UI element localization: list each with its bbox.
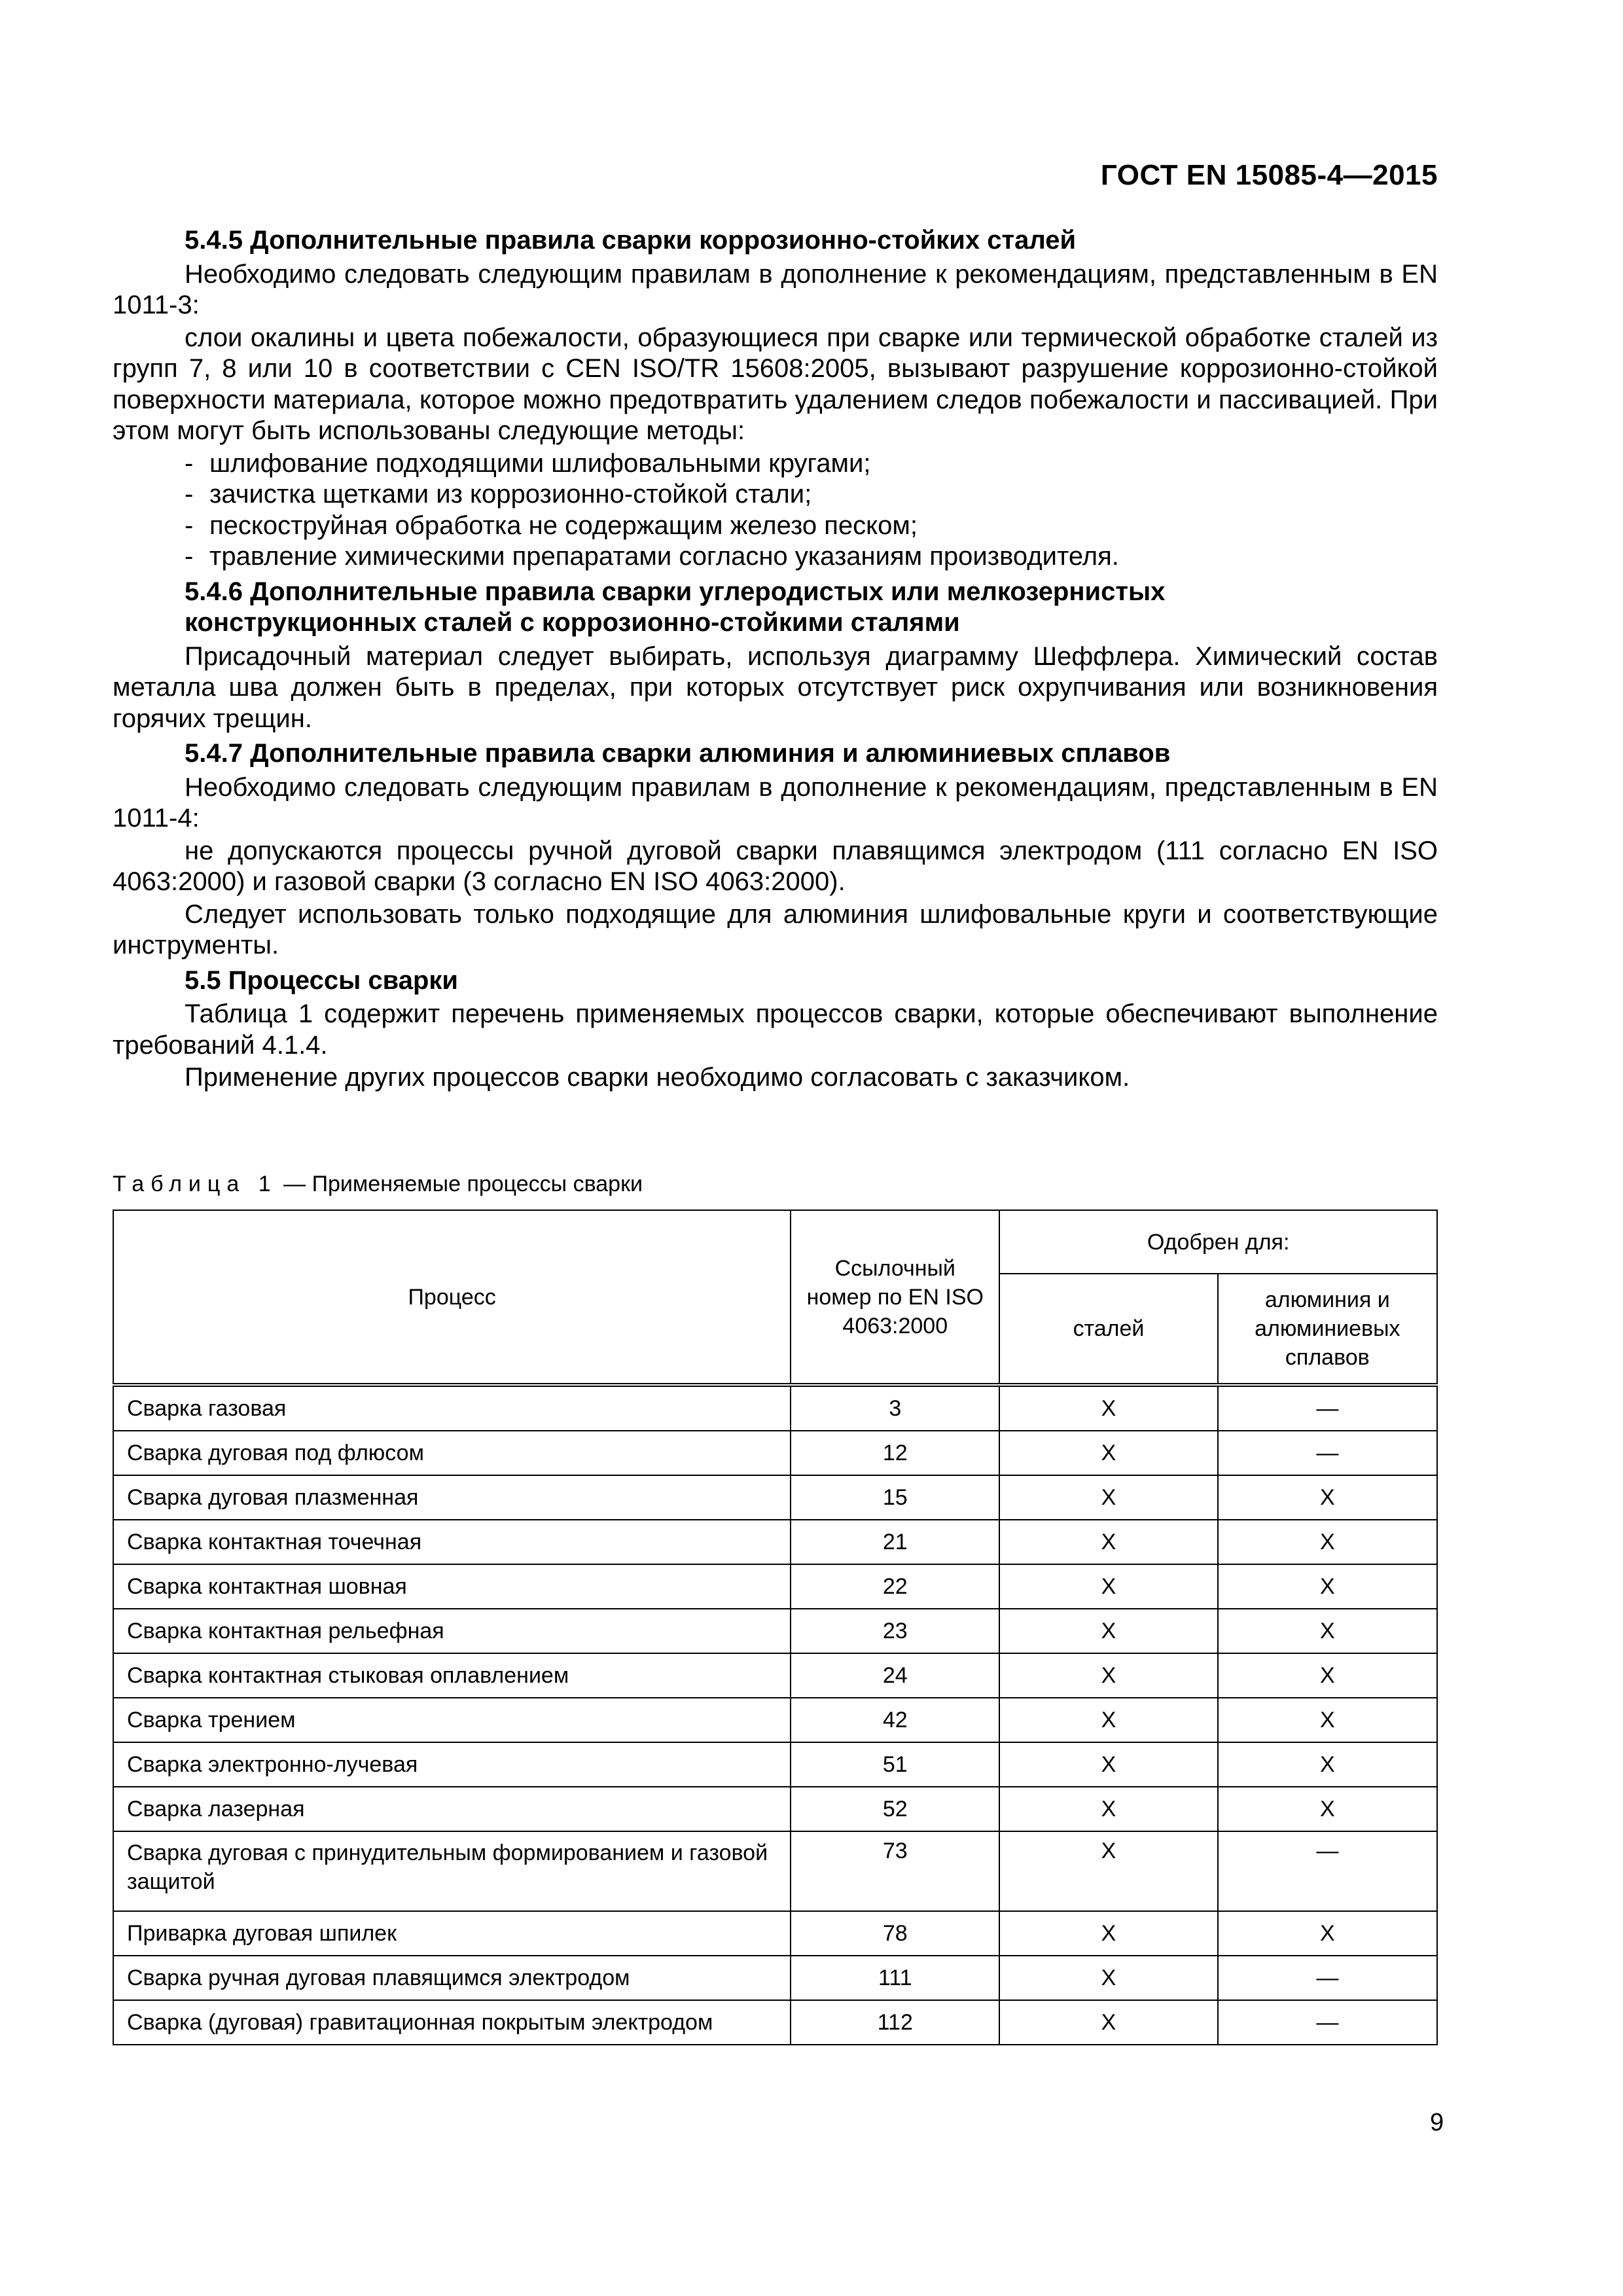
cell-process: Сварка дуговая под флюсом bbox=[113, 1431, 791, 1475]
section-5-4-7-paragraph-3: Следует использовать только подходящие для алюминия шлифовальные круги и соответствующие инструменты. bbox=[113, 899, 1438, 960]
list-item: - шлифование подходящими шлифовальными кругами; bbox=[113, 448, 1438, 480]
cell-aluminium: X bbox=[1218, 1564, 1437, 1609]
table-row bbox=[113, 1653, 1437, 1698]
dash-bullet-icon: - bbox=[185, 542, 194, 571]
cell-steel: X bbox=[999, 1956, 1217, 2000]
section-5-4-5-paragraph-1: Необходимо следовать следующим правилам в дополнение к рекомендациям, представленным в EN 1011-3: bbox=[113, 259, 1438, 319]
cell-process: Сварка газовая bbox=[113, 1385, 791, 1431]
table-row bbox=[113, 1475, 1437, 1520]
cell-reference-number: 73 bbox=[791, 1831, 999, 1911]
cell-reference-number: 21 bbox=[791, 1520, 999, 1564]
cell-reference-number: 78 bbox=[791, 1911, 999, 1956]
dash-bullet-icon: - bbox=[185, 448, 194, 478]
cell-process: Сварка контактная рельефная bbox=[113, 1609, 791, 1653]
header-reference-number: Ссылочный номер по EN ISO 4063:2000 bbox=[791, 1210, 999, 1385]
dash-bullet-icon: - bbox=[185, 480, 194, 509]
cell-steel: X bbox=[999, 1911, 1217, 1956]
table-row bbox=[113, 1431, 1437, 1475]
cell-aluminium: X bbox=[1218, 1653, 1437, 1698]
section-5-4-6-title: 5.4.6 Дополнительные правила сварки углеродистых или мелкозернистых конструкционных сталей с коррозионно-стойкими сталями bbox=[185, 577, 1166, 637]
cell-steel: X bbox=[999, 1475, 1217, 1520]
table-row bbox=[113, 1956, 1437, 2000]
table-row bbox=[113, 1787, 1437, 1831]
cell-reference-number: 22 bbox=[791, 1564, 999, 1609]
cell-steel: X bbox=[999, 2000, 1217, 2045]
cell-reference-number: 24 bbox=[791, 1653, 999, 1698]
cell-process: Сварка контактная шовная bbox=[113, 1564, 791, 1609]
table-caption bbox=[113, 1172, 643, 1197]
table-row bbox=[113, 1698, 1437, 1742]
section-5-5-paragraph-2: Применение других процессов сварки необходимо согласовать с заказчиком. bbox=[185, 1063, 1130, 1092]
cell-aluminium: — bbox=[1218, 2000, 1437, 2045]
cell-steel: X bbox=[999, 1787, 1217, 1831]
cell-steel: X bbox=[999, 1431, 1217, 1475]
cell-steel: X bbox=[999, 1609, 1217, 1653]
cell-aluminium: — bbox=[1218, 1385, 1437, 1431]
cell-steel: X bbox=[999, 1520, 1217, 1564]
cell-reference-number: 51 bbox=[791, 1742, 999, 1787]
cell-process: Сварка (дуговая) гравитационная покрытым электродом bbox=[113, 2000, 791, 2045]
cell-aluminium: X bbox=[1218, 1520, 1437, 1564]
table-row bbox=[113, 1520, 1437, 1564]
cell-aluminium: X bbox=[1218, 1698, 1437, 1742]
cell-aluminium: X bbox=[1218, 1787, 1437, 1831]
cell-steel: X bbox=[999, 1698, 1217, 1742]
cell-process: Сварка ручная дуговая плавящимся электродом bbox=[113, 1956, 791, 2000]
cell-reference-number: 52 bbox=[791, 1787, 999, 1831]
list-item: - травление химическими препаратами согласно указаниям производителя. bbox=[113, 541, 1438, 573]
cell-steel: X bbox=[999, 1653, 1217, 1698]
cell-process: Сварка электронно-лучевая bbox=[113, 1742, 791, 1787]
cell-steel: X bbox=[999, 1831, 1217, 1911]
cell-reference-number: 42 bbox=[791, 1698, 999, 1742]
cell-aluminium: — bbox=[1218, 1956, 1437, 2000]
section-5-4-7-paragraph-1: Необходимо следовать следующим правилам в дополнение к рекомендациям, представленным в EN 1011-4: bbox=[113, 772, 1438, 833]
table-row bbox=[113, 1742, 1437, 1787]
section-5-4-5-paragraph-2: слои окалины и цвета побежалости, образующиеся при сварке или термической обработке сталей из групп 7, 8 или 10 в соответствии с CEN ISO/TR 15608:2005, вызывают разрушение коррозионно-стойкой поверхности материала, которое можно предотвратить удалением следов побежалости и пассивацией. При этом могут быть использованы следующие методы: bbox=[113, 323, 1438, 445]
welding-processes-table bbox=[113, 1210, 1438, 2045]
dash-bullet-icon: - bbox=[185, 511, 194, 540]
section-5-5-title: 5.5 Процессы сварки bbox=[185, 965, 459, 995]
header-steel: сталей bbox=[999, 1274, 1217, 1385]
table-body bbox=[113, 1385, 1437, 2045]
cell-aluminium: — bbox=[1218, 1831, 1437, 1911]
cell-reference-number: 12 bbox=[791, 1431, 999, 1475]
cell-process: Сварка лазерная bbox=[113, 1787, 791, 1831]
cell-aluminium: — bbox=[1218, 1431, 1437, 1475]
table-row bbox=[113, 1911, 1437, 1956]
page-number: 9 bbox=[1430, 2109, 1444, 2136]
cell-reference-number: 111 bbox=[791, 1956, 999, 2000]
cell-process: Сварка контактная точечная bbox=[113, 1520, 791, 1564]
methods-list bbox=[113, 448, 1438, 573]
cell-process: Сварка трением bbox=[113, 1698, 791, 1742]
section-5-4-7-title: 5.4.7 Дополнительные правила сварки алюминия и алюминиевых сплавов bbox=[185, 739, 1171, 768]
section-5-4-7-paragraph-2: не допускаются процессы ручной дуговой сварки плавящимся электродом (111 согласно EN ISO 4063:2000) и газовой сварки (3 согласно EN ISO 4063:2000). bbox=[113, 836, 1438, 896]
cell-aluminium: X bbox=[1218, 1475, 1437, 1520]
header-process: Процесс bbox=[113, 1210, 791, 1385]
table-caption-text: — Применяемые процессы сварки bbox=[277, 1172, 643, 1196]
header-aluminium: алюминия и алюминиевых сплавов bbox=[1218, 1274, 1437, 1385]
section-5-4-6-paragraph-1: Присадочный материал следует выбирать, используя диаграмму Шеффлера. Химический состав металла шва должен быть в пределах, при которых отсутствует риск охрупчивания или возникновения горячих трещин. bbox=[113, 641, 1438, 733]
cell-reference-number: 3 bbox=[791, 1385, 999, 1431]
table-row bbox=[113, 1385, 1437, 1431]
header-approved-for: Одобрен для: bbox=[999, 1210, 1437, 1274]
cell-aluminium: X bbox=[1218, 1742, 1437, 1787]
cell-reference-number: 15 bbox=[791, 1475, 999, 1520]
cell-steel: X bbox=[999, 1742, 1217, 1787]
cell-process: Сварка дуговая с принудительным формированием и газовой защитой bbox=[113, 1831, 791, 1911]
document-standard-header: ГОСТ EN 15085-4—2015 bbox=[1100, 159, 1438, 191]
table-row bbox=[113, 2000, 1437, 2045]
cell-process: Сварка контактная стыковая оплавлением bbox=[113, 1653, 791, 1698]
list-item: - пескоструйная обработка не содержащим железо песком; bbox=[113, 511, 1438, 542]
cell-aluminium: X bbox=[1218, 1911, 1437, 1956]
table-row bbox=[113, 1609, 1437, 1653]
table-caption-label: Таблица 1 bbox=[113, 1172, 277, 1196]
cell-steel: X bbox=[999, 1385, 1217, 1431]
cell-aluminium: X bbox=[1218, 1609, 1437, 1653]
cell-steel: X bbox=[999, 1564, 1217, 1609]
document-body bbox=[113, 221, 1438, 1095]
cell-reference-number: 112 bbox=[791, 2000, 999, 2045]
section-5-5-paragraph-1: Таблица 1 содержит перечень применяемых процессов сварки, которые обеспечивают выполнение требований 4.1.4. bbox=[113, 999, 1438, 1060]
table-row bbox=[113, 1831, 1437, 1911]
section-5-4-5-title: 5.4.5 Дополнительные правила сварки коррозионно-стойких сталей bbox=[185, 226, 1077, 255]
list-item: - зачистка щетками из коррозионно-стойкой стали; bbox=[113, 479, 1438, 511]
cell-process: Приварка дуговая шпилек bbox=[113, 1911, 791, 1956]
table-row bbox=[113, 1564, 1437, 1609]
cell-reference-number: 23 bbox=[791, 1609, 999, 1653]
cell-process: Сварка дуговая плазменная bbox=[113, 1475, 791, 1520]
